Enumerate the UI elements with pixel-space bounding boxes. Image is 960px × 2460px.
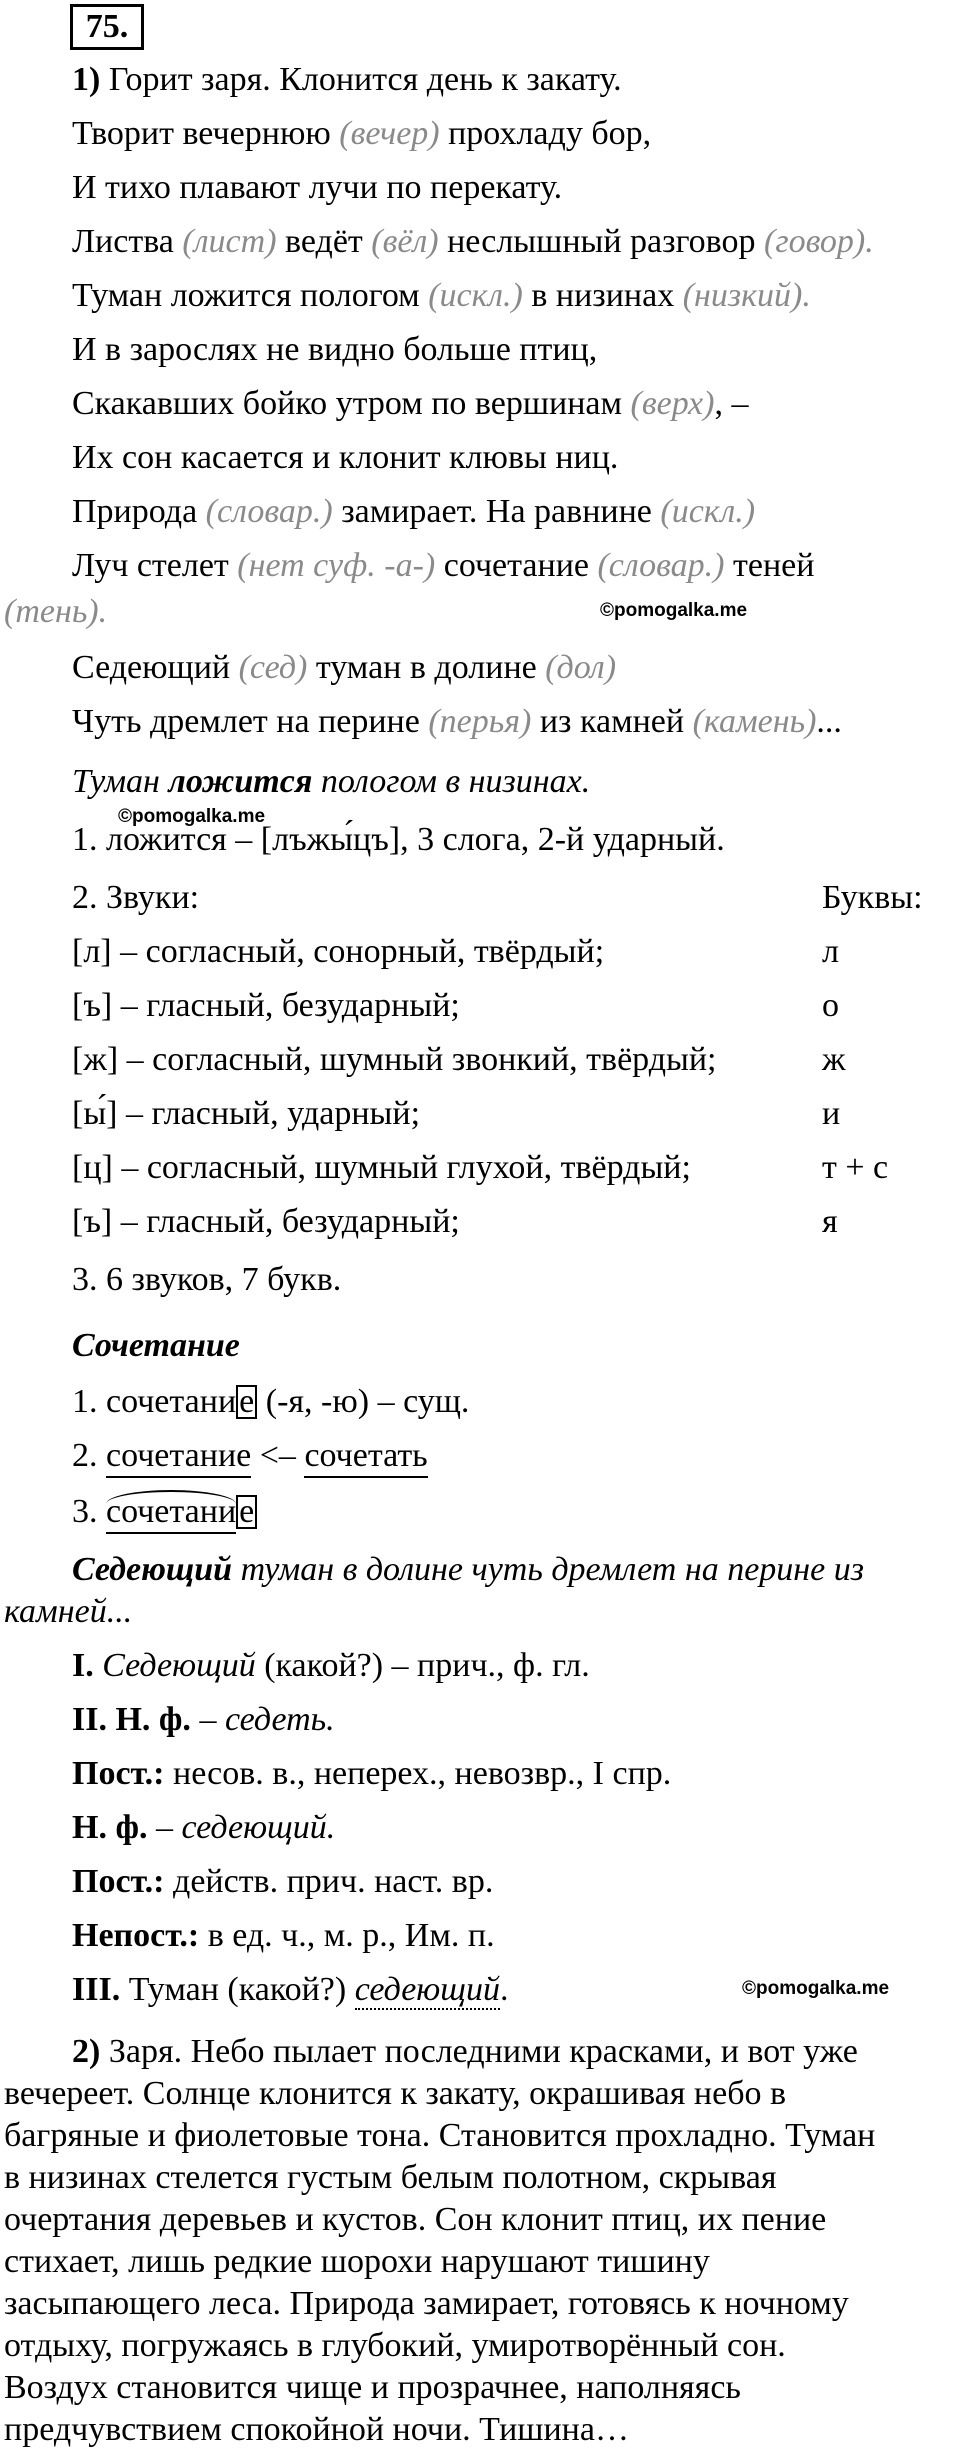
sound-row-4: [ы́] – гласный, ударный;	[72, 1095, 421, 1132]
l9-c: замирает. На равнине	[332, 493, 661, 530]
l2-b: вечернюю	[182, 115, 340, 152]
l11-a: Седеющий	[72, 649, 239, 686]
letters-header: Буквы:	[822, 879, 923, 916]
pa-b: туман в долине чуть дремлет на перине из	[232, 1551, 865, 1588]
poem-line-1-text: Горит заря. Клонится день к закату.	[108, 61, 622, 98]
morph-step-3	[72, 1490, 257, 1534]
l4-d: (вёл)	[371, 223, 439, 260]
part-label-1: 1)	[72, 61, 101, 98]
essay-line-4: в низинах стелется густым белым полотном, скрывая	[4, 2159, 777, 2196]
letter-row-6: я	[822, 1203, 838, 1240]
pp2-val: действ. прич. наст. вр.	[164, 1863, 494, 1900]
letter-row-3: ж	[822, 1041, 846, 1078]
l9-d: (искл.)	[660, 493, 756, 530]
l11-b: (сед)	[238, 649, 308, 686]
l12-a: Чуть дремлет на перине	[72, 703, 429, 740]
m3-a: 3.	[72, 1493, 106, 1530]
poem-line-1	[72, 60, 622, 100]
piii-c: .	[499, 1971, 509, 2008]
pnf-val: – седеющий.	[147, 1809, 336, 1846]
essay-line-1	[72, 2032, 858, 2072]
pp1-val: несов. в., неперех., невозвр., I спр.	[164, 1755, 672, 1792]
l4-a: Листва	[72, 223, 183, 260]
l12-d: (камень)	[692, 703, 817, 740]
l10-c: сочетание	[443, 547, 598, 584]
l4-e: неслышный разговор	[438, 223, 764, 260]
letter-row-5: т + с	[822, 1149, 889, 1186]
poem-line-12	[72, 702, 842, 742]
essay-line-8: отдыху, погружаясь в глубокий, умиротворённый сон.	[4, 2327, 786, 2364]
poem-line-11	[72, 648, 616, 688]
pa-a: Седеющий	[72, 1551, 233, 1588]
l7-a: Скакавших бойко утром по вершинам	[72, 385, 631, 422]
l4-c: ведёт	[276, 223, 372, 260]
m2-c: <–	[251, 1437, 305, 1474]
l11-c: туман в долине	[307, 649, 546, 686]
m2-d: сочетать	[304, 1436, 427, 1478]
morph-step-2	[72, 1436, 428, 1478]
parse-post-2	[72, 1862, 493, 1902]
essay-line-2: вечереет. Солнце клонится к закату, окрашивая небо в	[4, 2075, 787, 2112]
m1-c: (-я, -ю) – сущ.	[257, 1383, 470, 1420]
parse-i	[72, 1646, 590, 1686]
l10-b: (нет суф. -а-)	[237, 547, 436, 584]
l10-e: теней	[733, 547, 815, 584]
phonetic-total: 3. 6 звуков, 7 букв.	[72, 1261, 342, 1298]
l5-b: (искл.)	[428, 277, 523, 314]
pi-word: Седеющий	[93, 1647, 256, 1684]
pp1-lbl: Пост.:	[72, 1755, 165, 1792]
poem-line-7	[72, 384, 748, 424]
sound-row-3: [ж] – согласный, шумный звонкий, твёрдый;	[72, 1041, 717, 1078]
l7-b: (верх)	[630, 385, 715, 422]
parse-sentence-2: камней...	[4, 1593, 133, 1630]
essay-label: 2)	[72, 2033, 101, 2070]
sound-row-2: [ъ] – гласный, безударный;	[72, 987, 460, 1024]
piii-a: Туман (какой?)	[120, 1971, 355, 2008]
l10-a: Луч стелет	[72, 547, 238, 584]
ps-c: пологом в низинах.	[312, 763, 591, 800]
pnp-val: в ед. ч., м. р., Им. п.	[199, 1917, 495, 1954]
essay-line-3: багряные и фиолетовые тона. Становится прохладно. Туман	[4, 2117, 876, 2154]
l5-c: в низинах	[522, 277, 683, 314]
poem-line-8: Их сон касается и клонит клювы ниц.	[72, 439, 619, 476]
m1-a: 1. сочетани	[72, 1383, 237, 1420]
l9-a: Природа	[72, 493, 206, 530]
parse-iii	[72, 1970, 508, 2010]
piii-num: III.	[72, 1971, 121, 2008]
ps-b: ложится	[168, 763, 313, 800]
parse-nepost	[72, 1916, 495, 1956]
l4-f: (говор).	[764, 223, 874, 260]
parse-nf	[72, 1808, 335, 1848]
l5-a: Туман ложится пологом	[72, 277, 429, 314]
l2-a: Творит	[72, 115, 183, 152]
poem-line-2	[72, 114, 651, 154]
poem-line-5	[72, 276, 811, 316]
morph-title: Сочетание	[72, 1327, 240, 1364]
pnp-lbl: Непост.:	[72, 1917, 200, 1954]
m2-a: 2.	[72, 1437, 106, 1474]
l12-b: (перья)	[428, 703, 532, 740]
phonetic-p1: 1. ложится – [лъжы́цъ], 3 слога, 2-й ударный.	[72, 821, 725, 858]
poem-line-3: И тихо плавают лучи по перекату.	[72, 169, 563, 206]
essay-line-5: очертания деревьев и кустов. Сон клонит птиц, их пение	[4, 2201, 827, 2238]
poem-line-9	[72, 492, 755, 532]
essay-line-6: стихает, лишь редкие шорохи нарушают тишину	[4, 2243, 710, 2280]
watermark-3: ©pomogalka.me	[742, 1978, 890, 1999]
m2-b: сочетание	[106, 1436, 251, 1478]
piii-b: седеющий	[354, 1971, 500, 2008]
phonetic-sentence	[72, 762, 590, 802]
parse-sentence-1	[72, 1550, 864, 1590]
pp2-lbl: Пост.:	[72, 1863, 165, 1900]
l2-d: прохладу бор,	[439, 115, 652, 152]
ps-a: Туман	[72, 763, 169, 800]
essay-line-7: засыпающего леса. Природа замирает, готовясь к ночному	[4, 2285, 849, 2322]
pi-num: I.	[72, 1647, 94, 1684]
poem-line-10b: (тень).	[4, 593, 108, 630]
m1-ending: е	[236, 1385, 257, 1419]
exercise-number: 75.	[70, 4, 144, 50]
sound-row-6: [ъ] – гласный, безударный;	[72, 1203, 460, 1240]
l12-c: из камней	[531, 703, 693, 740]
poem-line-10	[72, 546, 814, 586]
essay-line-9: Воздух становится чище и прозрачнее, наполняясь	[4, 2369, 741, 2406]
parse-post-1	[72, 1754, 671, 1794]
pi-rest: (какой?) – прич., ф. гл.	[255, 1647, 590, 1684]
sounds-header: 2. Звуки:	[72, 879, 200, 916]
l4-b: (лист)	[182, 223, 277, 260]
pii-lbl: II. Н. ф.	[72, 1701, 191, 1738]
watermark-2: ©pomogalka.me	[118, 806, 266, 827]
morph-step-1	[72, 1382, 469, 1422]
letter-row-4: и	[822, 1095, 841, 1132]
pnf-lbl: Н. ф.	[72, 1809, 148, 1846]
l2-c: (вечер)	[339, 115, 440, 152]
l9-b: (словар.)	[205, 493, 333, 530]
l5-d: (низкий).	[682, 277, 811, 314]
poem-line-6: И в зарослях не видно больше птиц,	[72, 331, 598, 368]
essay-line-1-text: Заря. Небо пылает последними красками, и вот уже	[100, 2033, 858, 2070]
poem-line-4	[72, 222, 874, 262]
essay-line-10: предчувствием спокойной ночи. Тишина…	[4, 2411, 629, 2448]
m3-stem: сочетани	[106, 1490, 236, 1534]
parse-ii	[72, 1700, 335, 1740]
pii-val: – седеть.	[190, 1701, 335, 1738]
l7-c: , –	[714, 385, 749, 422]
sound-row-5: [ц] – согласный, шумный глухой, твёрдый;	[72, 1149, 691, 1186]
l10-d: (словар.)	[597, 547, 725, 584]
watermark-1: ©pomogalka.me	[600, 600, 748, 621]
letter-row-1: л	[822, 933, 839, 970]
sound-row-1: [л] – согласный, сонорный, твёрдый;	[72, 933, 605, 970]
m3-ending: е	[236, 1495, 257, 1529]
l11-d: (дол)	[545, 649, 617, 686]
l12-e: ...	[816, 703, 842, 740]
letter-row-2: о	[822, 987, 839, 1024]
